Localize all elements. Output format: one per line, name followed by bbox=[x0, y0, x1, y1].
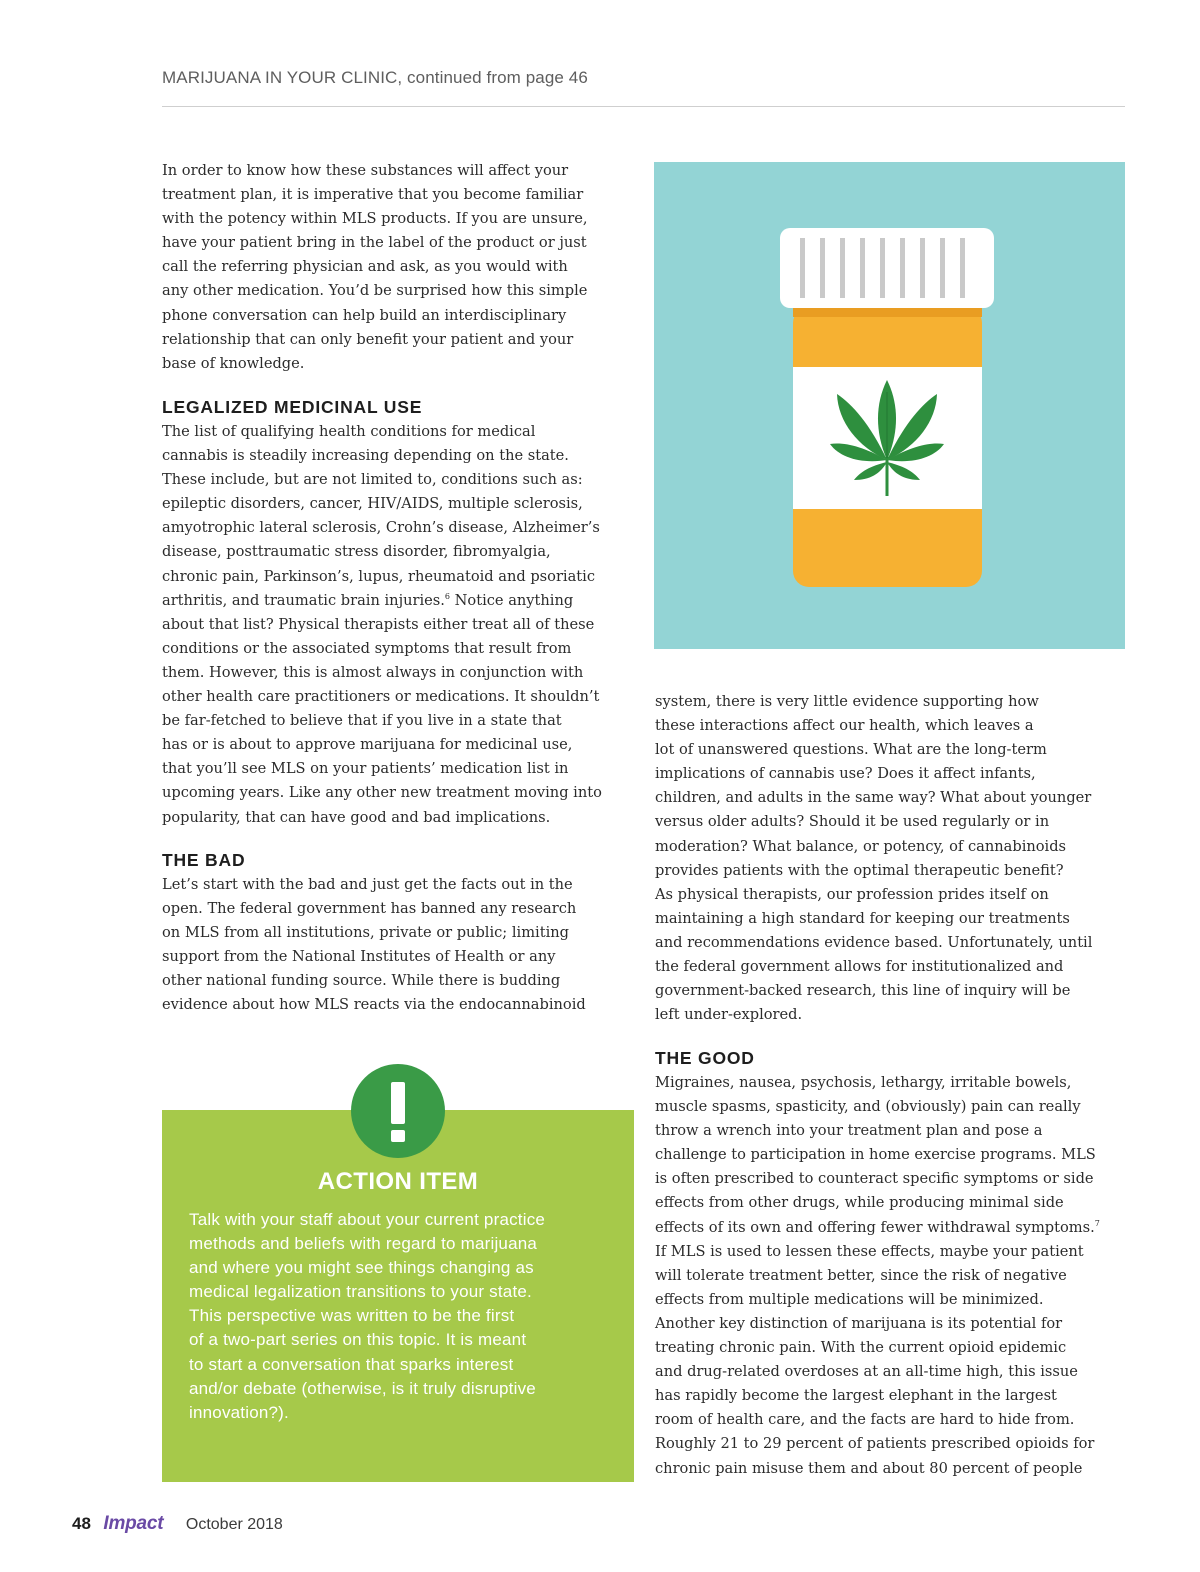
exclamation-bar bbox=[391, 1082, 405, 1124]
legalized-paragraph bbox=[162, 420, 637, 830]
action-item-text: Talk with your staff about your current practice methods and beliefs with regard to marijuana and where you might see things changing as medical legalization transitions to your state. This perspective was written to be the first of a two-part series on this topic. It is meant to start a conversation that sparks interest and/or debate (otherwise, is it truly disruptive innovation?). bbox=[189, 1210, 546, 1422]
legalized-text-part2: Notice anything about that list? Physical therapists either treat all of these conditions or the associated symptoms that result from them. However, this is almost always in conjunction with other health care practitioners or medications. It shouldn’t be far-fetched to believe that if you live in a state that has or is about to approve marijuana for medicinal use, that you’ll see MLS on your patients’ medication list in upcoming years. Like any other new treatment moving into popularity, that can have good and bad implications. bbox=[162, 591, 602, 826]
heading-legalized-medicinal-use: LEGALIZED MEDICINAL USE bbox=[162, 397, 423, 417]
prescription-bottle-icon bbox=[654, 162, 1125, 649]
page-number: 48 bbox=[72, 1514, 91, 1533]
heading-the-good: THE GOOD bbox=[655, 1048, 755, 1068]
header-divider bbox=[162, 106, 1125, 107]
good-paragraph bbox=[655, 1071, 1130, 1481]
bad-continued-section bbox=[655, 690, 1130, 1027]
action-item-title: ACTION ITEM bbox=[317, 1168, 479, 1195]
good-text-part2: If MLS is used to lessen these effects, maybe your patient will tolerate treatment better, since the risk of negative effects from multiple medications will be minimized. Another key distinction of marijuana is its potential for treating chronic pain. With the current opioid epidemic and drug-related overdoses at an all-time high, this issue has rapidly become the largest elephant in the largest room of health care, and the facts are hard to hide from. Roughly 21 to 29 percent of patients prescribed opioids for chronic pain misuse them and about 80 percent of people bbox=[655, 1242, 1095, 1477]
pill-bottle-illustration bbox=[654, 162, 1125, 649]
bad-section bbox=[162, 873, 637, 1018]
reference-7: 7 bbox=[1094, 1218, 1100, 1228]
good-text-part1: Migraines, nausea, psychosis, lethargy, irritable bowels, muscle spasms, spasticity, and (obviously) pain can really throw a wrench into your treatment plan and pose a challenge to participation in home exercise programs. MLS is often prescribed to counteract specific symptoms or side effects from other drugs, while producing minimal side effects of its own and offering fewer withdrawal symptoms. bbox=[655, 1074, 1096, 1236]
exclamation-dot bbox=[391, 1130, 405, 1142]
legalized-section bbox=[162, 420, 637, 830]
bad-paragraph: Let’s start with the bad and just get the facts out in the open. The federal government has banned any research on MLS from all institutions, private or public; limiting support from the National Institutes of Health or any other national funding source. While there is budding evidence about how MLS reacts via the endocannabinoid bbox=[162, 876, 586, 1014]
legalized-text-part1: The list of qualifying health conditions for medical cannabis is steadily increasing depending on the state. These include, but are not limited to, conditions such as: epileptic disorders, cancer, HIV/AIDS, multiple sclerosis, amyotrophic lateral sclerosis, Crohn’s disease, Alzheimer’s disease, posttraumatic stress disorder, fibromyalgia, chronic pain, Parkinson’s, lupus, rheumatoid and psoriatic arthritis, and traumatic brain injuries. bbox=[162, 423, 600, 609]
magazine-logo: Impact bbox=[103, 1513, 164, 1534]
issue-date: October 2018 bbox=[185, 1516, 283, 1533]
reference-6: 6 bbox=[444, 591, 451, 601]
exclamation-icon bbox=[351, 1064, 445, 1158]
running-head: MARIJUANA IN YOUR CLINIC, continued from page 46 bbox=[162, 68, 588, 87]
bad-continued-paragraph: system, there is very little evidence supporting how these interactions affect our health, which leaves a lot of unanswered questions. What are the long-term implications of cannabis use? Does it affect infants, children, and adults in the same way? What about younger versus older adults? Should it be used regularly or in moderation? What balance, or potency, of cannabinoids provides patients with the optimal therapeutic benefit? As physical therapists, our profession prides itself on maintaining a high standard for keeping our treatments and recommendations evidence based. Unfortunately, until the federal government allows for institutionalized and government-backed research, this line of inquiry will be left under-explored. bbox=[655, 693, 1093, 1024]
intro-paragraph: In order to know how these substances will affect your treatment plan, it is imperative that you become familiar with the potency within MLS products. If you are unsure, have your patient bring in the label of the product or just call the referring physician and ask, as you would with any other medication. You’d be surprised how this simple phone conversation can help build an interdisciplinary relationship that can only benefit your patient and your base of knowledge. bbox=[162, 162, 588, 372]
good-section bbox=[655, 1071, 1130, 1481]
heading-the-bad: THE BAD bbox=[162, 850, 246, 870]
page-footer bbox=[72, 1513, 283, 1535]
intro-section bbox=[162, 159, 637, 376]
